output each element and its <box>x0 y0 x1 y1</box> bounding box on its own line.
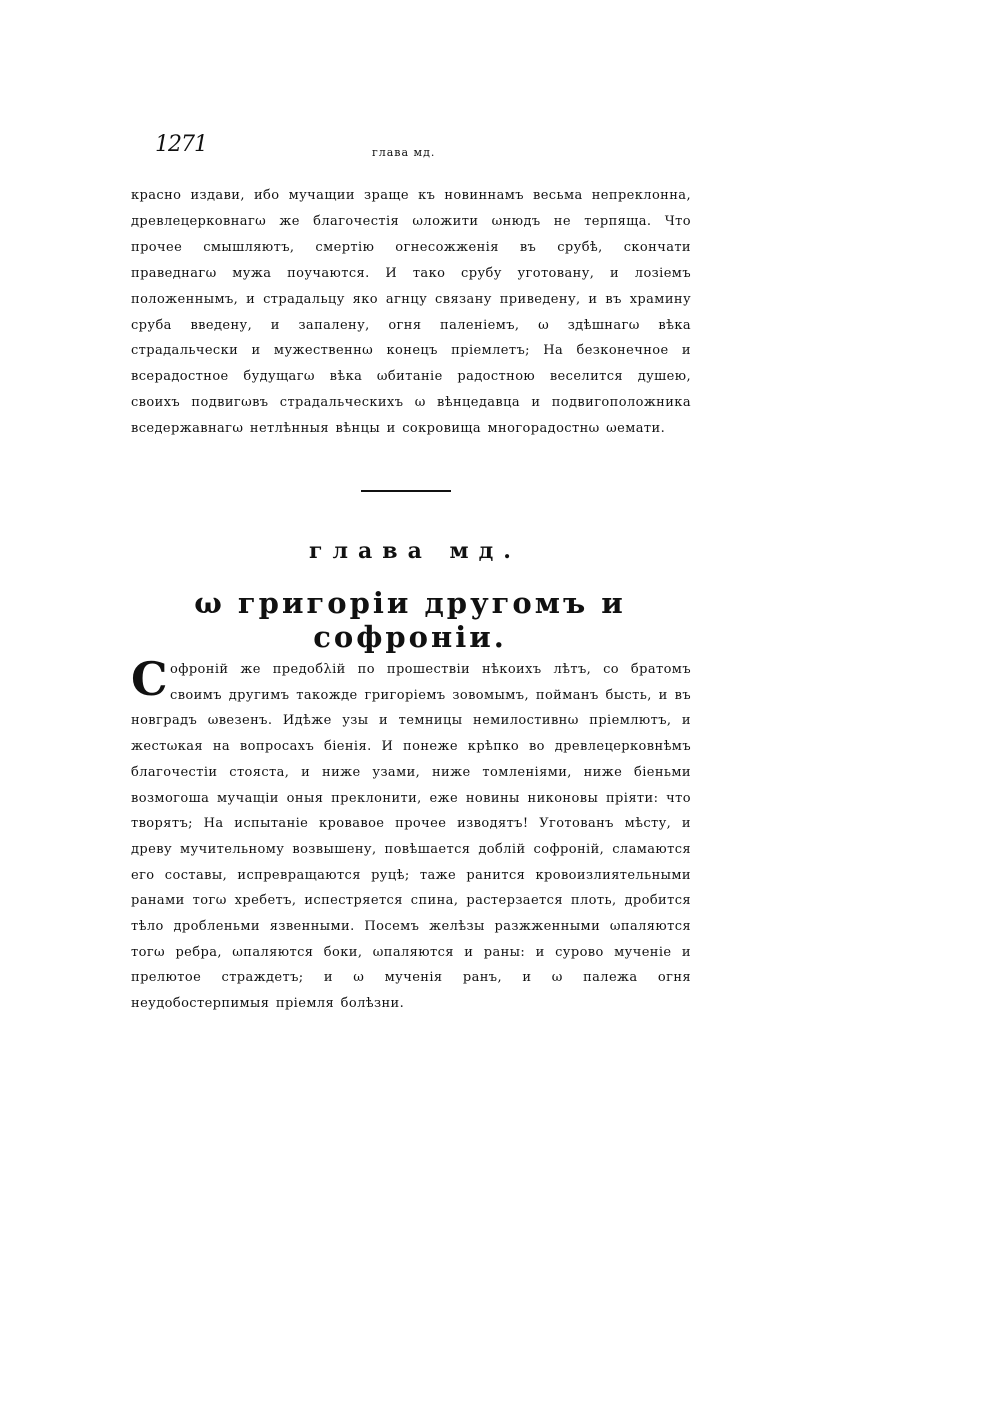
chapter-body-text: офроній же предобλій по прошествіи нѣкоихъ лѣтъ, со братомъ своимъ другимъ такожде григоріемъ зовомымъ, пойманъ бысть, и въ новградъ ωвезенъ. Идѣже узы и темницы немилостивнω пріемлютъ, и жестωкая на вопросахъ біенія. И понеже крѣпко во древлецерковнѣмъ благочестіи стояста, и ниже узами, ниже томленіями, ниже біеньми возмогоша мучащіи оныя преклонити, еже новины никоновы пріяти: что творятъ; На испытаніе кровавое прочее изводятъ! Уготованъ мѣсту, и древу мучительному возвышену, повѣшается доблій софроній, сламаются его составы, испревращаются руцѣ; таже ранится кровоизлиятельными ранами тогω хребетъ, испестряется спина, растерзается плоть, дробится тѣло дробленьми язвенными. Посемъ желѣзы разжженными ωпаляются тогω ребра, ωпаляются боки, ωпаляются и раны: и сурово мученіе и прелютое страждетъ; и ω мученія ранъ, и ω палежа огня неудобостерпимыя пріемля болѣзни. <box>131 662 691 1012</box>
page-number: 1271 <box>155 132 207 157</box>
paragraph-chapter-body <box>131 652 691 1017</box>
chapter-title: ω григоріи другомъ и софроніи. <box>194 586 626 654</box>
chapter-label: глава мд. <box>309 538 521 564</box>
paragraph-continued: красно издави, ибо мучащии зраще къ новиннамъ весьма непреклонна, древлецерковнагω же благочестія ωложити ωнюдъ не терпяща. Что прочее смышляютъ, смертію огнесожженія въ срубѣ, скончати праведнагω мужа поучаются. И тако срубу уготовану, и лозіемъ положеннымъ, и страдальцу яко агнцу связану приведену, и въ храмину сруба введену, и запалену, огня паленіемъ, ω здѣшнагω вѣка страдальчески и мужественнω конецъ пріемлетъ; На безконечное и всерадостное будущагω вѣка ωбитаніе радостною веселится душею, своихъ подвигωвъ страдальческихъ ω вѣнцедавца и подвигоположника вседержавнагω нетлѣнныя вѣнцы и сокровища многорадостнω ωемати. <box>131 188 691 437</box>
section-divider <box>361 490 451 492</box>
drop-cap: С <box>131 652 169 706</box>
running-head: глава мд. <box>372 146 436 159</box>
